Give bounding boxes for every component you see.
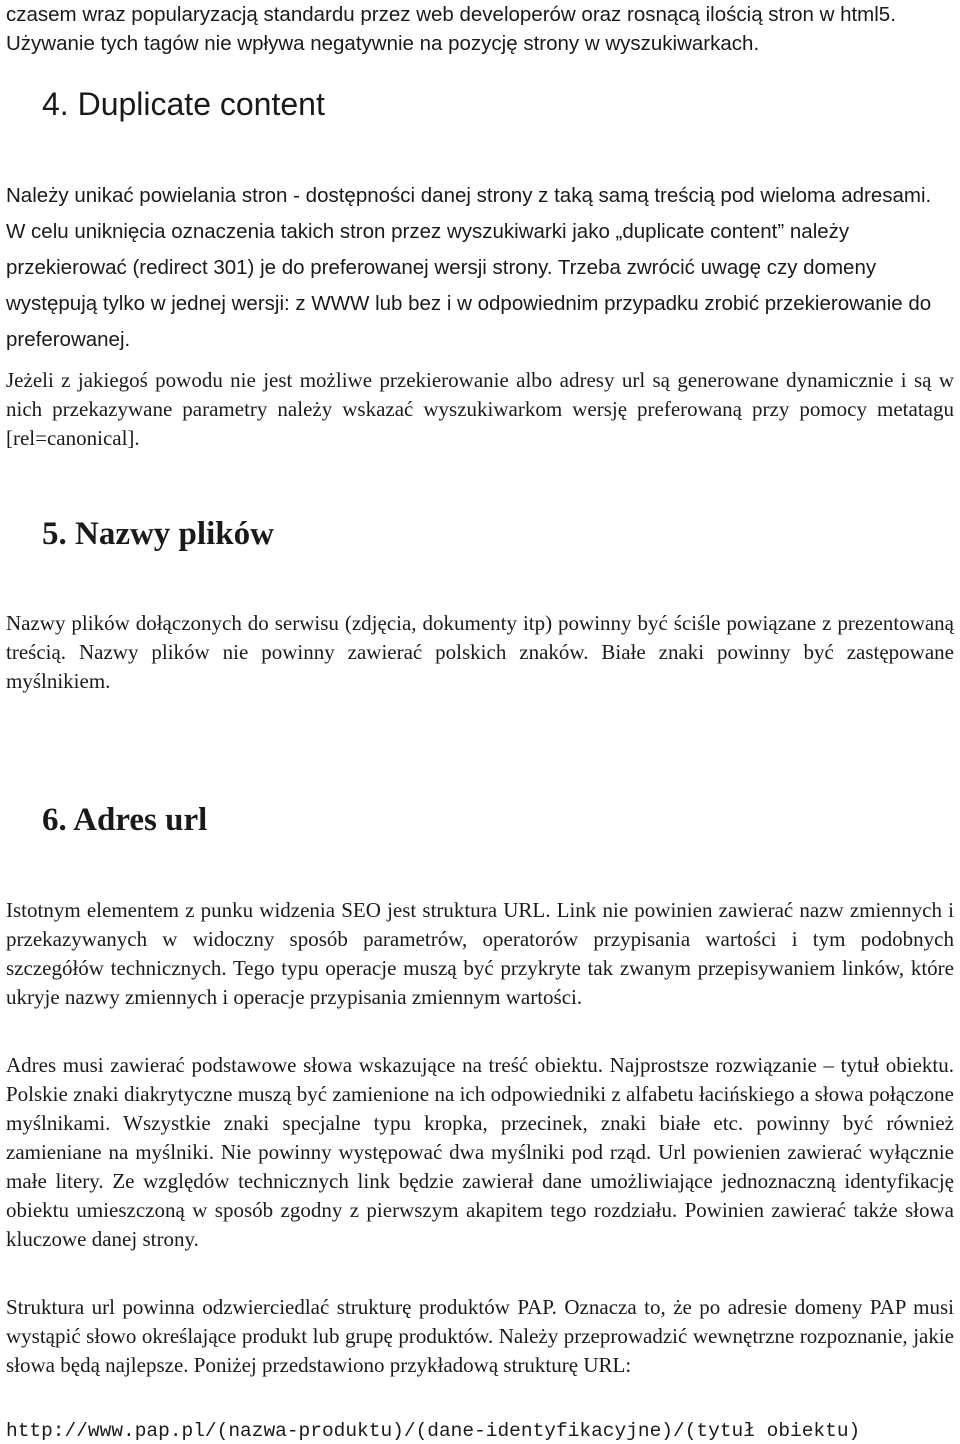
intro-paragraph: czasem wraz popularyzacją standardu przez web developerów oraz rosnącą ilością stron w html5. Używanie tych tagów nie wpływa negatywnie na pozycję strony w wyszukiwarkach. — [6, 3, 896, 55]
section-5-paragraph-1: Nazwy plików dołączonych do serwisu (zdjęcia, dokumenty itp) powinny być ściśle powiązane z prezentowaną treścią. Nazwy plików nie powinny zawierać polskich znaków. Białe znaki powinny być zastępowane myślnikiem. — [6, 611, 954, 693]
section-4-paragraph-2: Jeżeli z jakiegoś powodu nie jest możliwe przekierowanie albo adresy url są generowane dynamicznie i są w nich przekazywane parametry należy wskazać wyszukiwarkom wersję preferowaną przy pomocy metatagu [rel=canonical]. — [6, 368, 954, 450]
section-6-paragraph-1: Istotnym elementem z punku widzenia SEO jest struktura URL. Link nie powinien zawierać nazw zmiennych i przekazywanych w widoczny sposób parametrów, operatorów przypisania wartości i tym podobnych szczegółów technicznych. Tego typu operacje muszą być przykryte tak zwanym przepisywaniem linków, które ukryje nazwy zmiennych i operacje przypisania zmiennym wartości. — [6, 898, 954, 1009]
section-5-heading: 5. Nazwy plików — [42, 516, 274, 552]
section-6-heading: 6. Adres url — [42, 802, 208, 838]
section-4-heading: 4. Duplicate content — [42, 86, 325, 122]
section-6-paragraph-2: Adres musi zawierać podstawowe słowa wskazujące na treść obiektu. Najprostsze rozwiązanie – tytuł obiektu. Polskie znaki diakrytyczne muszą być zamienione na ich odpowiedniki z alfabetu łacińskiego a słowa połączone myślnikami. Wszystkie znaki specjalne typu kropka, przecinek, znaki białe etc. powinny być również zamieniane na myślniki. Nie powinny występować dwa myślniki pod rząd. Url powienien zawierać wyłącznie małe litery. Ze względów technicznych link będzie zawierał dane umożliwiające jednoznaczną identyfikację obiektu umieszczoną w sposób zgodny z pierwszym akapitem tego rozdziału. Powinien zawierać także słowa kluczowe danej strony. — [6, 1053, 954, 1251]
section-4-paragraph-1: Należy unikać powielania stron - dostępności danej strony z taką samą treścią pod wieloma adresami. W celu uniknięcia oznaczenia takich stron przez wyszukiwarki jako „duplicate content” należy przekierować (redirect 301) je do preferowanej wersji strony. Trzeba zwrócić uwagę czy domeny występują tylko w jednej wersji: z WWW lub bez i w odpowiednim przypadku zrobić przekierowanie do preferowanej. — [6, 184, 932, 351]
url-structure-example: http://www.pap.pl/(nazwa-produktu)/(dane-identyfikacyjne)/(tytuł obiektu) — [6, 1420, 861, 1442]
section-6-paragraph-3: Struktura url powinna odzwierciedlać strukturę produktów PAP. Oznacza to, że po adresie domeny PAP musi wystąpić słowo określające produkt lub grupę produktów. Należy przeprowadzić wewnętrzne rozpoznanie, jakie słowa będą najlepsze. Poniżej przedstawiono przykładową strukturę URL: — [6, 1295, 954, 1377]
